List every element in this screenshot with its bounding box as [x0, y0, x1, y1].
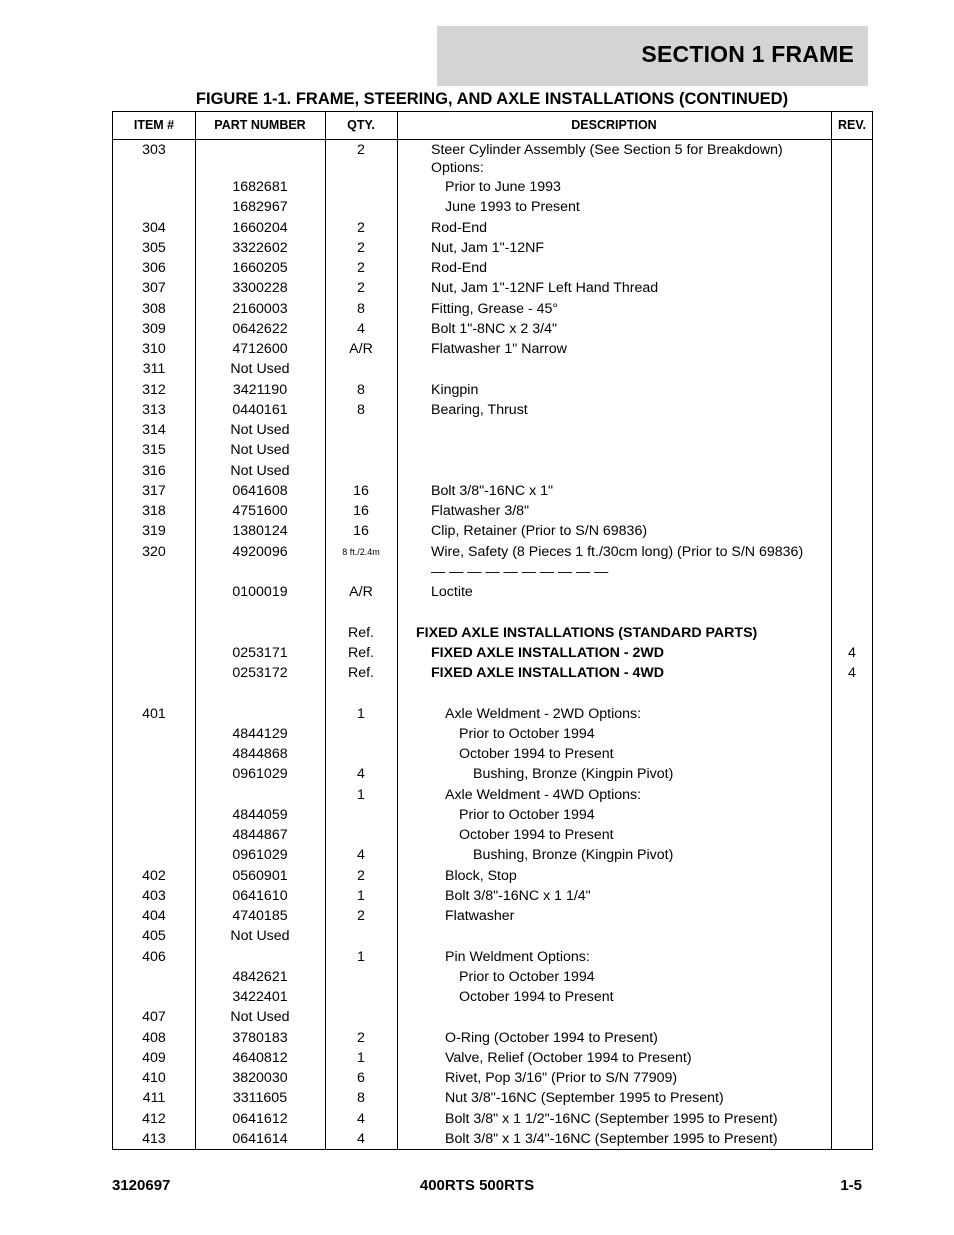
- description: [459, 988, 614, 1006]
- table-row: [113, 279, 872, 299]
- header-part-number: PART NUMBER: [214, 118, 306, 132]
- description-text: FIXED AXLE INSTALLATION - 2WD: [431, 644, 665, 661]
- table-row: [113, 684, 872, 704]
- quantity: 2: [357, 142, 365, 158]
- part-number: 4751600: [232, 503, 288, 519]
- item-number: 309: [142, 320, 166, 337]
- table-row: [113, 141, 872, 178]
- description: [473, 765, 673, 783]
- description: [431, 279, 658, 297]
- description: [445, 786, 641, 804]
- quantity: 1: [357, 887, 365, 904]
- parts-table: [112, 111, 873, 1150]
- description-text: Kingpin: [431, 381, 479, 398]
- part-number: 4640812: [232, 1049, 288, 1066]
- quantity: 4: [357, 766, 365, 783]
- table-row: [113, 239, 872, 259]
- table-row: [113, 1029, 872, 1049]
- table-row: [113, 441, 872, 461]
- quantity: 8: [357, 300, 365, 317]
- table-row: [113, 603, 872, 623]
- part-number: Not Used: [230, 422, 290, 438]
- description: [445, 907, 514, 925]
- part-number: 4844059: [232, 806, 288, 823]
- item-number: 314: [142, 422, 166, 438]
- part-number: 4712600: [232, 341, 288, 357]
- quantity: 4: [357, 847, 365, 864]
- quantity: A/R: [349, 341, 373, 357]
- description-text: Axle Weldment - 4WD Options:: [445, 786, 642, 803]
- item-number: 305: [142, 239, 166, 256]
- description: [445, 948, 590, 966]
- description: [445, 1130, 778, 1148]
- part-number: 0961029: [232, 766, 288, 783]
- part-number: 3311605: [232, 1090, 288, 1107]
- description-text: O-Ring (October 1994 to Present): [445, 1029, 658, 1046]
- quantity: Ref.: [347, 624, 375, 641]
- item-number: 310: [142, 341, 166, 357]
- item-number: 313: [142, 401, 166, 418]
- description: [431, 644, 664, 662]
- item-number: 406: [142, 948, 166, 965]
- header-qty: QTY.: [347, 118, 375, 132]
- quantity: 6: [357, 1070, 365, 1086]
- description-text: October 1994 to Present: [459, 989, 614, 1005]
- item-number: 307: [142, 280, 166, 297]
- description: [445, 1089, 724, 1107]
- description-text: Bolt 3/8" x 1 1/2"-16NC (September 1995 to Present): [445, 1110, 778, 1127]
- description-text: Prior to October 1994: [459, 806, 595, 823]
- item-number: 317: [142, 482, 166, 499]
- part-number: 4920096: [232, 543, 288, 560]
- quantity: 2: [357, 280, 365, 297]
- description-text: FIXED AXLE INSTALLATION - 4WD: [431, 665, 665, 681]
- description-continuation: Options:: [431, 160, 484, 176]
- item-number: 404: [142, 908, 166, 924]
- table-row: [113, 1049, 872, 1069]
- item-number: 407: [142, 1009, 166, 1026]
- table-row: [113, 786, 872, 806]
- table-row: [113, 522, 872, 542]
- header-description: DESCRIPTION: [571, 118, 657, 132]
- quantity: 1: [357, 786, 365, 803]
- quantity: 4: [357, 1110, 365, 1127]
- quantity: 2: [357, 239, 365, 256]
- description: [431, 239, 544, 257]
- description-text: October 1994 to Present: [459, 746, 614, 762]
- table-row: [113, 381, 872, 401]
- table-row: [113, 725, 872, 745]
- table-row: [113, 178, 872, 198]
- part-number: 0440161: [232, 401, 288, 418]
- description-text: Rivet, Pop 3/16" (Prior to S/N 77909): [445, 1070, 678, 1086]
- part-number: 0253171: [232, 644, 288, 661]
- description: [431, 502, 529, 520]
- part-number: 3421190: [232, 381, 288, 398]
- part-number: Not Used: [230, 442, 290, 459]
- description-text: Bushing, Bronze (Kingpin Pivot): [473, 766, 674, 783]
- item-number: 402: [142, 867, 166, 884]
- part-number: 4740185: [232, 908, 288, 924]
- part-number: 0100019: [232, 584, 288, 600]
- revision: 4: [848, 665, 856, 681]
- table-row: [113, 765, 872, 785]
- quantity: 8: [357, 401, 365, 418]
- description: [445, 1029, 658, 1047]
- part-number: 2160003: [232, 300, 288, 317]
- description: [445, 198, 580, 216]
- part-number: 3300228: [232, 280, 288, 297]
- part-number: 1682967: [232, 199, 288, 216]
- table-row: [113, 1008, 872, 1028]
- table-row: [113, 300, 872, 320]
- part-number: 0642622: [232, 320, 288, 337]
- description-text: Bushing, Bronze (Kingpin Pivot): [473, 847, 674, 864]
- table-row: [113, 887, 872, 907]
- description: [416, 624, 757, 642]
- part-number: 1682681: [232, 179, 288, 195]
- footer-document-number: 3120697: [112, 1177, 171, 1194]
- description: [445, 1110, 778, 1128]
- item-number: 405: [142, 928, 166, 945]
- description-text: Flatwasher: [445, 908, 515, 924]
- quantity: Ref.: [347, 665, 375, 681]
- table-row: [113, 705, 872, 725]
- description: [459, 745, 614, 763]
- table-row: [113, 644, 872, 664]
- revision: 4: [848, 644, 856, 661]
- description: [431, 522, 647, 540]
- quantity: 4: [357, 320, 365, 337]
- table-row: [113, 563, 872, 583]
- description: [445, 867, 517, 885]
- description: [431, 583, 473, 601]
- table-row: [113, 1069, 872, 1089]
- item-number: 303: [142, 142, 166, 158]
- description-text: Steer Cylinder Assembly (See Section 5 for Breakdown): [431, 142, 783, 158]
- item-number: 316: [142, 462, 166, 479]
- item-number: 318: [142, 503, 166, 519]
- description: [459, 968, 595, 986]
- part-number: 4844867: [232, 827, 288, 843]
- header-item: ITEM #: [133, 118, 175, 132]
- description-text: Flatwasher 1" Narrow: [431, 341, 567, 357]
- figure-title: FIGURE 1-1. FRAME, STEERING, AND AXLE INSTALLATIONS (CONTINUED): [195, 90, 789, 108]
- quantity: 2: [357, 260, 365, 276]
- part-number: Not Used: [230, 1009, 290, 1026]
- part-number: 3780183: [232, 1029, 288, 1046]
- quantity: A/R: [349, 584, 373, 600]
- item-number: 401: [142, 705, 166, 722]
- table-row: [113, 846, 872, 866]
- header-rev: REV.: [837, 118, 867, 132]
- description-text: Rod-End: [431, 219, 487, 236]
- part-number: Not Used: [230, 361, 290, 378]
- description-text: Block, Stop: [445, 867, 517, 884]
- item-number: 410: [142, 1070, 166, 1086]
- table-row: [113, 340, 872, 360]
- part-number: 1660205: [232, 260, 288, 276]
- description-text: Bolt 3/8"-16NC x 1": [431, 482, 554, 499]
- quantity: 2: [357, 1029, 365, 1046]
- part-number: 0641612: [232, 1110, 288, 1127]
- description-text: Prior to October 1994: [459, 968, 595, 985]
- description-text: Fitting, Grease - 45°: [431, 300, 559, 317]
- description: [445, 1069, 677, 1087]
- table-row: [113, 927, 872, 947]
- section-title: SECTION 1 FRAME: [641, 41, 854, 67]
- description: [431, 482, 553, 500]
- part-number: 0560901: [232, 867, 288, 884]
- part-number: 3820030: [232, 1070, 288, 1086]
- part-number: Not Used: [230, 462, 290, 479]
- quantity: 1: [357, 1049, 365, 1066]
- item-number: 412: [142, 1110, 166, 1127]
- item-number: 311: [142, 361, 166, 378]
- description: [431, 340, 567, 358]
- item-number: 306: [142, 260, 166, 276]
- description: [431, 381, 478, 399]
- table-row: [113, 502, 872, 522]
- table-row: [113, 1089, 872, 1109]
- description-text: Nut, Jam 1"-12NF: [431, 239, 545, 256]
- table-row: [113, 401, 872, 421]
- description: [445, 178, 561, 196]
- footer-page-number: 1-5: [840, 1177, 862, 1194]
- part-number: 1380124: [232, 523, 288, 540]
- description: [431, 320, 557, 338]
- quantity: 2: [357, 219, 365, 236]
- description: [431, 543, 803, 561]
- table-row: [113, 198, 872, 218]
- table-row: [113, 583, 872, 603]
- description: [459, 725, 595, 743]
- header-divider: [113, 139, 872, 140]
- table-row: [113, 826, 872, 846]
- item-number: 304: [142, 219, 166, 236]
- description: [431, 664, 664, 682]
- description-text: Bolt 3/8"-16NC x 1 1/4": [445, 887, 591, 904]
- description-text: Valve, Relief (October 1994 to Present): [445, 1049, 692, 1066]
- section-header-box: [437, 26, 868, 86]
- table-row: [113, 219, 872, 239]
- description: [445, 887, 591, 905]
- quantity: 2: [357, 867, 365, 884]
- quantity: 16: [353, 503, 369, 519]
- table-row: [113, 1110, 872, 1130]
- description-text: June 1993 to Present: [445, 199, 580, 216]
- description-text: Pin Weldment Options:: [445, 948, 590, 965]
- description-text: Nut 3/8"-16NC (September 1995 to Present): [445, 1090, 724, 1107]
- description: [431, 219, 487, 237]
- description: [445, 705, 641, 723]
- table-row: [113, 543, 872, 563]
- description-text: Nut, Jam 1"-12NF Left Hand Thread: [431, 280, 659, 297]
- table-row: [113, 421, 872, 441]
- table-row: [113, 1130, 872, 1150]
- description-text: FIXED AXLE INSTALLATIONS (STANDARD PARTS): [416, 624, 758, 641]
- quantity: Ref.: [347, 644, 375, 661]
- description-text: Clip, Retainer (Prior to S/N 69836): [431, 523, 648, 540]
- part-number: 0641614: [232, 1130, 288, 1147]
- description-text: Loctite: [431, 584, 473, 600]
- item-number: 319: [142, 523, 166, 540]
- quantity: 8 ft./2.4m: [342, 546, 380, 557]
- item-number: 320: [142, 543, 166, 560]
- part-number: 3322602: [232, 239, 288, 256]
- description: [459, 806, 595, 824]
- description-text: — — — — — — — — — —: [431, 563, 609, 580]
- description-text: Prior to October 1994: [459, 725, 595, 742]
- table-row: [113, 867, 872, 887]
- description: [445, 1049, 692, 1067]
- item-number: 409: [142, 1049, 166, 1066]
- description-text: Bolt 3/8" x 1 3/4"-16NC (September 1995 to Present): [445, 1130, 778, 1147]
- table-row: [113, 482, 872, 502]
- part-number: 1660204: [232, 219, 288, 236]
- description: [431, 401, 528, 419]
- description: [431, 259, 487, 277]
- description-text: Axle Weldment - 2WD Options:: [445, 705, 642, 722]
- item-number: 308: [142, 300, 166, 317]
- description-text: Bolt 1"-8NC x 2 3/4": [431, 320, 557, 337]
- item-number: 403: [142, 887, 166, 904]
- quantity: 1: [357, 948, 365, 965]
- part-number: 4844868: [232, 746, 288, 762]
- table-row: [113, 806, 872, 826]
- description: [431, 563, 608, 581]
- part-number: 0961029: [232, 847, 288, 864]
- table-row: [113, 948, 872, 968]
- part-number: 0641610: [232, 887, 288, 904]
- item-number: 411: [142, 1090, 166, 1107]
- table-row: [113, 259, 872, 279]
- table-row: [113, 664, 872, 684]
- item-number: 315: [142, 442, 166, 459]
- quantity: 4: [357, 1130, 365, 1147]
- quantity: 8: [357, 381, 365, 398]
- description: [431, 141, 783, 177]
- description-text: October 1994 to Present: [459, 827, 614, 843]
- description: [459, 826, 614, 844]
- description-text: Wire, Safety (8 Pieces 1 ft./30cm long) (Prior to S/N 69836): [431, 543, 804, 560]
- description-text: Bearing, Thrust: [431, 401, 528, 418]
- table-row: [113, 360, 872, 380]
- table-row: [113, 462, 872, 482]
- part-number: 4842621: [232, 968, 288, 985]
- table-row: [113, 745, 872, 765]
- part-number: 3422401: [232, 989, 288, 1005]
- part-number: 0641608: [232, 482, 288, 499]
- table-row: [113, 320, 872, 340]
- table-row: [113, 624, 872, 644]
- part-number: 0253172: [232, 665, 288, 681]
- table-row: [113, 988, 872, 1008]
- table-row: [113, 907, 872, 927]
- part-number: Not Used: [230, 928, 290, 945]
- description-text: Flatwasher 3/8": [431, 503, 530, 519]
- description-text: Rod-End: [431, 260, 487, 276]
- description-text: Prior to June 1993: [445, 179, 561, 195]
- quantity: 16: [353, 482, 369, 499]
- quantity: 8: [357, 1090, 365, 1107]
- footer-model: 400RTS 500RTS: [419, 1177, 535, 1194]
- description: [431, 300, 558, 318]
- item-number: 312: [142, 381, 166, 398]
- item-number: 408: [142, 1029, 166, 1046]
- quantity: 2: [357, 908, 365, 924]
- quantity: 1: [357, 705, 365, 722]
- item-number: 413: [142, 1130, 166, 1147]
- description: [473, 846, 673, 864]
- table-body: [113, 141, 872, 1150]
- part-number: 4844129: [232, 725, 288, 742]
- table-row: [113, 968, 872, 988]
- quantity: 16: [353, 523, 369, 540]
